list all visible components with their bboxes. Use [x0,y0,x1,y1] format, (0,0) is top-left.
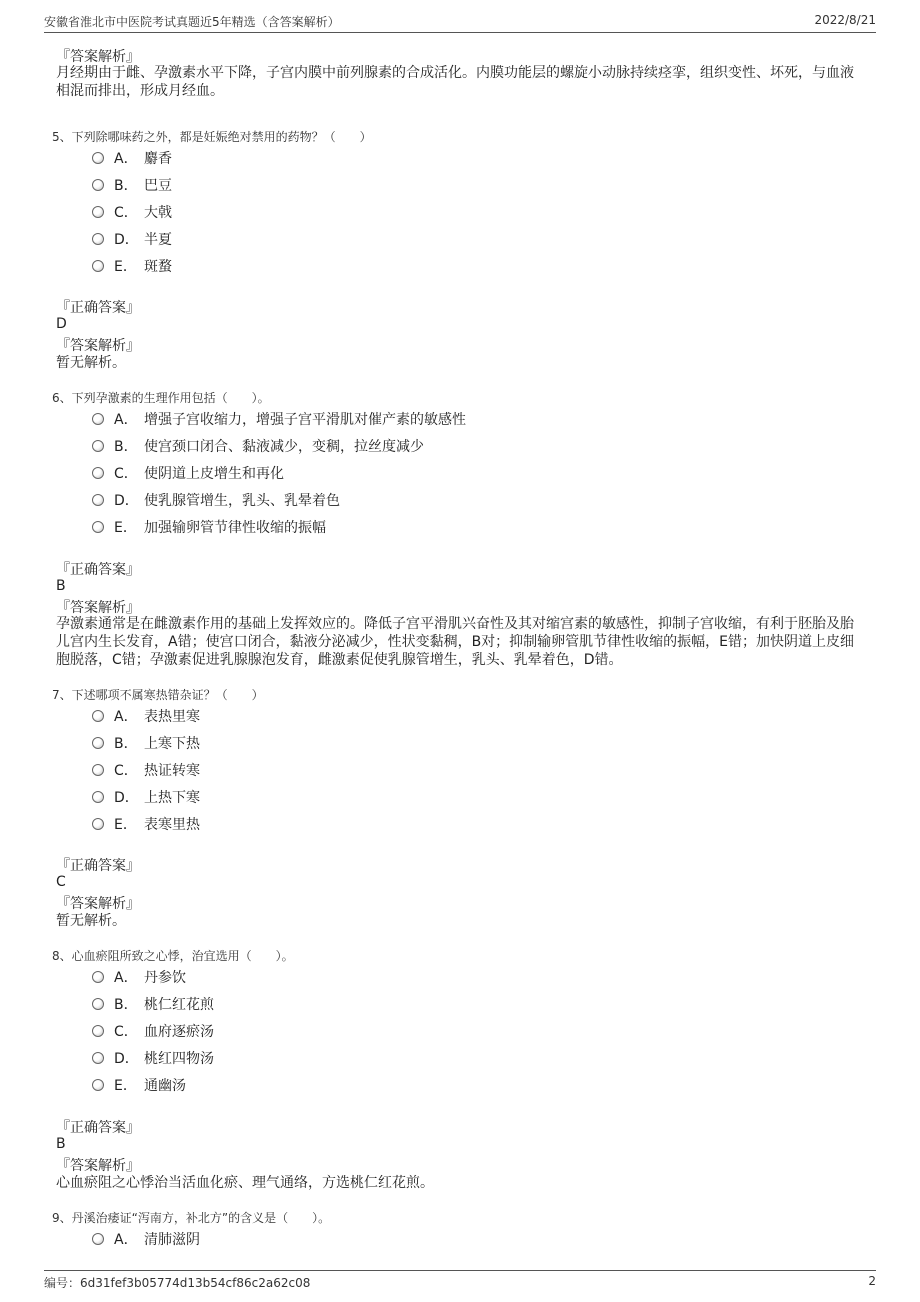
q8-analysis: 心血瘀阻之心悸治当活血化瘀、理气通络，方选桃仁红花煎。 [56,1175,434,1191]
answer-label: 『正确答案』 [56,562,140,578]
document-title: 安徽省淮北市中医院考试真题近5年精选（含答案解析） [44,15,340,29]
analysis-label: 『答案解析』 [56,338,140,354]
radio-icon[interactable] [92,152,104,164]
question-5: 5、下列除哪味药之外，都是妊娠绝对禁用的药物？（ ） [52,130,372,144]
radio-icon[interactable] [92,998,104,1010]
analysis-label: 『答案解析』 [56,49,140,65]
q6-option-b[interactable]: B． 使宫颈口闭合、黏液减少，变稠，拉丝度减少 [92,436,424,456]
q8-option-c[interactable]: C． 血府逐瘀汤 [92,1021,214,1041]
page-footer [44,1270,876,1293]
q8-option-d[interactable]: D． 桃红四物汤 [92,1048,214,1068]
radio-icon[interactable] [92,1025,104,1037]
radio-icon[interactable] [92,791,104,803]
radio-icon[interactable] [92,737,104,749]
analysis-label: 『答案解析』 [56,896,140,912]
q8-option-a[interactable]: A． 丹参饮 [92,967,186,987]
radio-icon[interactable] [92,206,104,218]
answer-label: 『正确答案』 [56,300,140,316]
radio-icon[interactable] [92,467,104,479]
answer-label: 『正确答案』 [56,1120,140,1136]
q5-analysis: 暂无解析。 [56,355,126,371]
question-7: 7、下述哪项不属寒热错杂证？（ ） [52,688,264,702]
q6-analysis: 孕激素通常是在雌激素作用的基础上发挥效应的。降低子宫平滑肌兴奋性及其对缩宫素的敏感性，抑制子宫收缩，有利于胚胎及胎儿宫内生长发育，A错；使宫口闭合，黏液分泌减少，性状变黏稠，B对；抑制输卵管肌节律性收缩的振幅，E错；加快阴道上皮细胞脱落，C错；孕激素促进乳腺腺泡发育，雌激素促使乳腺管增生，乳头、乳晕着色，D错。 [56,616,855,668]
question-9: 9、丹溪治痿证“泻南方，补北方”的含义是（ ）。 [52,1211,331,1225]
question-6: 6、下列孕激素的生理作用包括（ ）。 [52,391,270,405]
q5-option-a[interactable]: A． 麝香 [92,148,172,168]
q5-answer: D [56,316,67,332]
radio-icon[interactable] [92,1052,104,1064]
radio-icon[interactable] [92,764,104,776]
q7-option-c[interactable]: C． 热证转寒 [92,760,200,780]
document-date: 2022/8/21 [814,13,876,27]
q5-option-e[interactable]: E． 斑蝥 [92,256,172,276]
q7-option-a[interactable]: A． 表热里寒 [92,706,200,726]
q6-option-a[interactable]: A． 增强子宫收缩力，增强子宫平滑肌对催产素的敏感性 [92,409,466,429]
radio-icon[interactable] [92,413,104,425]
document-code: 编号：6d31fef3b05774d13b54cf86c2a62c08 [44,1276,311,1290]
page-number: 2 [868,1274,876,1288]
radio-icon[interactable] [92,233,104,245]
radio-icon[interactable] [92,971,104,983]
radio-icon[interactable] [92,260,104,272]
q7-option-b[interactable]: B． 上寒下热 [92,733,200,753]
analysis-text: 月经期由于雌、孕激素水平下降，子宫内膜中前列腺素的合成活化。内膜功能层的螺旋小动脉持续痉挛，组织变性、坏死，与血液相混而排出，形成月经血。 [56,65,854,99]
radio-icon[interactable] [92,1079,104,1091]
radio-icon[interactable] [92,179,104,191]
q6-option-d[interactable]: D． 使乳腺管增生，乳头、乳晕着色 [92,490,340,510]
radio-icon[interactable] [92,710,104,722]
question-8: 8、心血瘀阻所致之心悸，治宜选用（ ）。 [52,949,294,963]
q7-option-d[interactable]: D． 上热下寒 [92,787,200,807]
analysis-label: 『答案解析』 [56,1158,140,1174]
q6-option-e[interactable]: E． 加强输卵管节律性收缩的振幅 [92,517,326,537]
q7-option-e[interactable]: E． 表寒里热 [92,814,200,834]
q8-option-b[interactable]: B． 桃仁红花煎 [92,994,214,1014]
radio-icon[interactable] [92,521,104,533]
q5-option-b[interactable]: B． 巴豆 [92,175,172,195]
q5-option-c[interactable]: C． 大戟 [92,202,172,222]
radio-icon[interactable] [92,440,104,452]
radio-icon[interactable] [92,818,104,830]
q7-analysis: 暂无解析。 [56,913,126,929]
q5-option-d[interactable]: D． 半夏 [92,229,172,249]
analysis-label: 『答案解析』 [56,600,140,616]
q8-answer: B [56,1136,66,1152]
radio-icon[interactable] [92,1233,104,1245]
q6-answer: B [56,578,66,594]
q7-answer: C [56,874,66,890]
q6-option-c[interactable]: C． 使阴道上皮增生和再化 [92,463,284,483]
answer-label: 『正确答案』 [56,858,140,874]
q9-option-a[interactable]: A． 清肺滋阴 [92,1229,200,1249]
page-header [44,10,876,33]
radio-icon[interactable] [92,494,104,506]
q8-option-e[interactable]: E． 通幽汤 [92,1075,186,1095]
